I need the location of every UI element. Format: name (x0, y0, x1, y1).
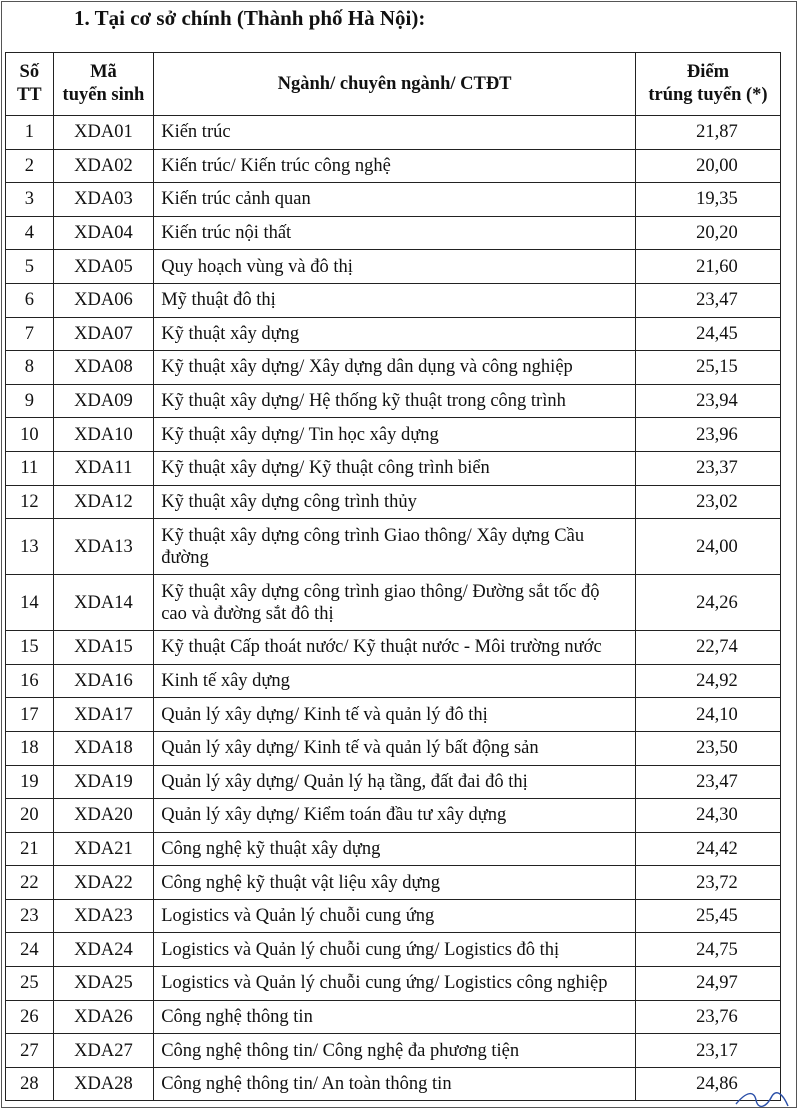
row-code: XDA21 (53, 832, 154, 866)
row-score (635, 451, 780, 485)
row-stt: 28 (6, 1067, 54, 1101)
row-score (635, 283, 780, 317)
row-code: XDA15 (53, 631, 154, 665)
row-stt: 16 (6, 664, 54, 698)
row-major: Kiến trúc nội thất (154, 216, 636, 250)
row-stt: 21 (6, 832, 54, 866)
row-stt: 4 (6, 216, 54, 250)
row-major: Kỹ thuật xây dựng (154, 317, 636, 351)
row-code: XDA09 (53, 384, 154, 418)
table-row (6, 799, 781, 833)
table-row (6, 351, 781, 385)
row-stt: 27 (6, 1034, 54, 1068)
row-stt: 14 (6, 575, 54, 631)
score-value: 23,76 (696, 1006, 738, 1027)
score-value: 23,47 (696, 771, 738, 792)
table-row (6, 933, 781, 967)
row-code: XDA20 (53, 799, 154, 833)
row-major: Kiến trúc/ Kiến trúc công nghệ (154, 149, 636, 183)
row-score (635, 250, 780, 284)
score-value: 23,37 (696, 458, 738, 479)
score-value: 25,15 (696, 357, 738, 378)
admission-score-table (5, 52, 781, 1101)
row-stt: 1 (6, 116, 54, 150)
row-major: Kỹ thuật xây dựng công trình giao thông/ Đường sắt tốc độ cao và đường sắt đô thị (154, 575, 636, 631)
row-major: Công nghệ kỹ thuật vật liệu xây dựng (154, 866, 636, 900)
score-value: 21,60 (696, 256, 738, 277)
row-score (635, 351, 780, 385)
row-score (635, 866, 780, 900)
row-code: XDA02 (53, 149, 154, 183)
row-major: Logistics và Quản lý chuỗi cung ứng/ Logistics công nghiệp (154, 967, 636, 1001)
header-major: Ngành/ chuyên ngành/ CTĐT (154, 53, 636, 116)
row-major: Quản lý xây dựng/ Kinh tế và quản lý đô thị (154, 698, 636, 732)
row-score (635, 1000, 780, 1034)
row-code: XDA25 (53, 967, 154, 1001)
row-code: XDA28 (53, 1067, 154, 1101)
row-code: XDA06 (53, 283, 154, 317)
score-value: 20,20 (696, 223, 738, 244)
table-row (6, 664, 781, 698)
row-stt: 24 (6, 933, 54, 967)
row-score (635, 631, 780, 665)
row-major: Kỹ thuật xây dựng/ Xây dựng dân dụng và công nghiệp (154, 351, 636, 385)
table-row (6, 832, 781, 866)
row-stt: 15 (6, 631, 54, 665)
row-code: XDA16 (53, 664, 154, 698)
score-value: 24,30 (696, 805, 738, 826)
score-value: 23,94 (696, 391, 738, 412)
table-row (6, 384, 781, 418)
row-score (635, 664, 780, 698)
row-stt: 6 (6, 283, 54, 317)
row-code: XDA14 (53, 575, 154, 631)
row-code: XDA26 (53, 1000, 154, 1034)
table-row (6, 317, 781, 351)
row-code: XDA08 (53, 351, 154, 385)
header-stt-line1: Số (19, 62, 40, 82)
score-value: 23,17 (696, 1040, 738, 1061)
row-stt: 22 (6, 866, 54, 900)
row-score (635, 1034, 780, 1068)
row-stt: 7 (6, 317, 54, 351)
row-score (635, 799, 780, 833)
score-value: 19,35 (696, 189, 738, 210)
row-major: Kỹ thuật xây dựng/ Tin học xây dựng (154, 418, 636, 452)
row-major: Kiến trúc cảnh quan (154, 183, 636, 217)
row-score (635, 933, 780, 967)
table-row (6, 731, 781, 765)
row-stt: 9 (6, 384, 54, 418)
score-value: 23,96 (696, 424, 738, 445)
table-row (6, 1000, 781, 1034)
score-value: 20,00 (696, 155, 738, 176)
score-value: 23,72 (696, 872, 738, 893)
row-major: Quản lý xây dựng/ Quản lý hạ tầng, đất đai đô thị (154, 765, 636, 799)
row-score (635, 216, 780, 250)
table-row (6, 866, 781, 900)
header-score-line2: trúng tuyển (*) (648, 85, 768, 105)
row-stt: 11 (6, 451, 54, 485)
row-major: Kỹ thuật xây dựng/ Hệ thống kỹ thuật trong công trình (154, 384, 636, 418)
table-row (6, 899, 781, 933)
row-major: Mỹ thuật đô thị (154, 283, 636, 317)
table-row (6, 485, 781, 519)
row-score (635, 575, 780, 631)
score-value: 24,42 (696, 838, 738, 859)
table-row (6, 183, 781, 217)
row-stt: 3 (6, 183, 54, 217)
table-row (6, 1034, 781, 1068)
row-major: Công nghệ thông tin (154, 1000, 636, 1034)
row-major: Quản lý xây dựng/ Kinh tế và quản lý bất động sản (154, 731, 636, 765)
row-major: Kỹ thuật xây dựng/ Kỹ thuật công trình biển (154, 451, 636, 485)
row-stt: 5 (6, 250, 54, 284)
row-stt: 19 (6, 765, 54, 799)
row-stt: 26 (6, 1000, 54, 1034)
row-major: Kỹ thuật xây dựng công trình thủy (154, 485, 636, 519)
score-value: 23,02 (696, 491, 738, 512)
row-score (635, 183, 780, 217)
header-stt-line2: TT (16, 85, 42, 105)
row-stt: 20 (6, 799, 54, 833)
row-code: XDA07 (53, 317, 154, 351)
table-row (6, 149, 781, 183)
header-stt (6, 53, 54, 116)
row-score (635, 967, 780, 1001)
table-row (6, 575, 781, 631)
header-score (635, 53, 780, 116)
row-score (635, 317, 780, 351)
row-score (635, 519, 780, 575)
row-code: XDA18 (53, 731, 154, 765)
score-value: 23,47 (696, 290, 738, 311)
header-code-line2: tuyển sinh (62, 85, 145, 105)
row-score (635, 149, 780, 183)
row-stt: 12 (6, 485, 54, 519)
table-row (6, 519, 781, 575)
row-major: Kiến trúc (154, 116, 636, 150)
table-row (6, 418, 781, 452)
table-row (6, 451, 781, 485)
row-code: XDA19 (53, 765, 154, 799)
row-score (635, 832, 780, 866)
row-code: XDA13 (53, 519, 154, 575)
table-row (6, 698, 781, 732)
row-major: Quy hoạch vùng và đô thị (154, 250, 636, 284)
row-code: XDA04 (53, 216, 154, 250)
row-code: XDA05 (53, 250, 154, 284)
score-value: 24,26 (696, 592, 738, 613)
row-score (635, 116, 780, 150)
row-score (635, 698, 780, 732)
table-row (6, 216, 781, 250)
score-value: 23,50 (696, 738, 738, 759)
score-value: 21,87 (696, 122, 738, 143)
row-code: XDA03 (53, 183, 154, 217)
score-value: 24,45 (696, 323, 738, 344)
row-major: Logistics và Quản lý chuỗi cung ứng/ Logistics đô thị (154, 933, 636, 967)
table-row (6, 1067, 781, 1101)
row-major: Kỹ thuật Cấp thoát nước/ Kỹ thuật nước - Môi trường nước (154, 631, 636, 665)
row-code: XDA23 (53, 899, 154, 933)
row-code: XDA22 (53, 866, 154, 900)
header-score-line1: Điểm (686, 62, 730, 82)
score-value: 25,45 (696, 906, 738, 927)
row-score (635, 384, 780, 418)
row-score (635, 418, 780, 452)
signature-mark (732, 1086, 792, 1110)
row-major: Công nghệ thông tin/ Công nghệ đa phương tiện (154, 1034, 636, 1068)
score-value: 24,97 (696, 973, 738, 994)
header-code (53, 53, 154, 116)
table-header-row (6, 53, 781, 116)
row-major: Công nghệ kỹ thuật xây dựng (154, 832, 636, 866)
score-value: 22,74 (696, 637, 738, 658)
row-code: XDA27 (53, 1034, 154, 1068)
row-stt: 8 (6, 351, 54, 385)
row-code: XDA17 (53, 698, 154, 732)
row-stt: 25 (6, 967, 54, 1001)
row-score (635, 731, 780, 765)
row-code: XDA10 (53, 418, 154, 452)
row-code: XDA01 (53, 116, 154, 150)
header-code-line1: Mã (90, 62, 117, 82)
row-code: XDA11 (53, 451, 154, 485)
table-row (6, 631, 781, 665)
row-major: Công nghệ thông tin/ An toàn thông tin (154, 1067, 636, 1101)
row-stt: 13 (6, 519, 54, 575)
score-value: 24,92 (696, 671, 738, 692)
table-row (6, 765, 781, 799)
section-heading: 1. Tại cơ sở chính (Thành phố Hà Nội): (74, 6, 426, 30)
row-code: XDA24 (53, 933, 154, 967)
row-score (635, 899, 780, 933)
row-major: Logistics và Quản lý chuỗi cung ứng (154, 899, 636, 933)
score-value: 24,86 (696, 1074, 738, 1095)
table-row (6, 116, 781, 150)
score-value: 24,00 (696, 536, 738, 557)
row-code: XDA12 (53, 485, 154, 519)
row-score (635, 765, 780, 799)
table-body (6, 116, 781, 1101)
table-row (6, 967, 781, 1001)
row-score (635, 485, 780, 519)
row-stt: 2 (6, 149, 54, 183)
score-value: 24,10 (696, 704, 738, 725)
row-major: Kinh tế xây dựng (154, 664, 636, 698)
row-major: Quản lý xây dựng/ Kiểm toán đầu tư xây dựng (154, 799, 636, 833)
row-major: Kỹ thuật xây dựng công trình Giao thông/ Xây dựng Cầu đường (154, 519, 636, 575)
row-stt: 23 (6, 899, 54, 933)
row-stt: 18 (6, 731, 54, 765)
score-value: 24,75 (696, 939, 738, 960)
row-stt: 17 (6, 698, 54, 732)
table-row (6, 250, 781, 284)
table-row (6, 283, 781, 317)
row-stt: 10 (6, 418, 54, 452)
